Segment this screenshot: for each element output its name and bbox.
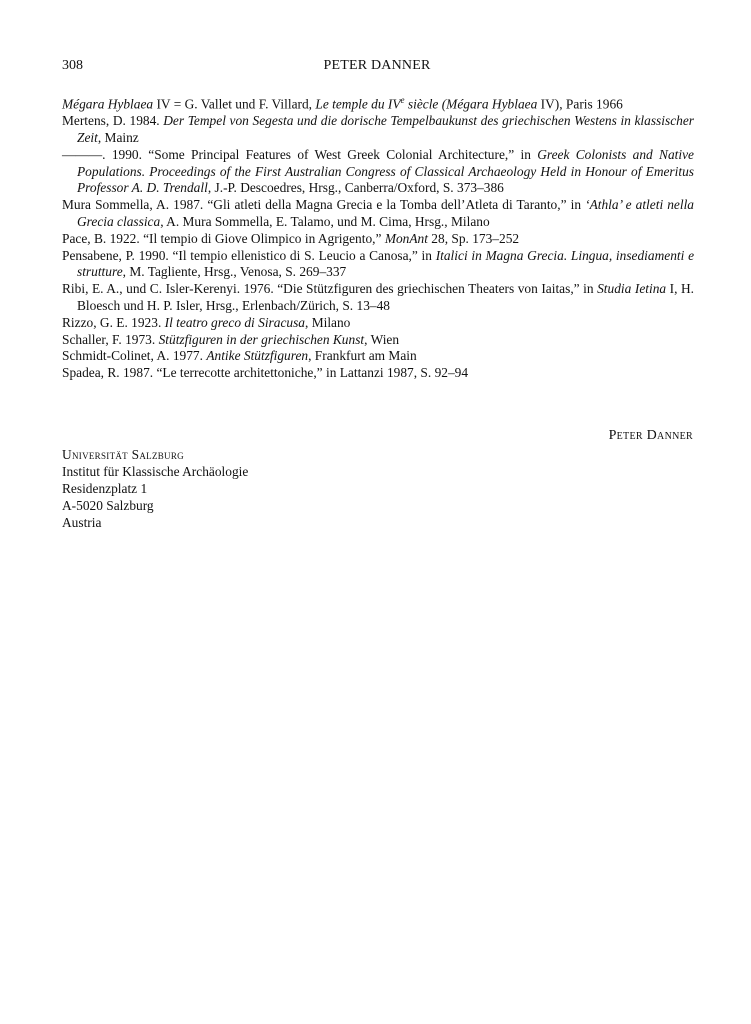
entry-text: Pensabene, P. 1990. “Il tempio ellenistico di S. Leucio a Canosa,” in bbox=[62, 247, 436, 263]
entry-text: I, H. Bloesch und H. P. Isler, Hrsg., Erlenbach/Zürich, S. 13–48 bbox=[77, 281, 694, 314]
bibliography-entry bbox=[62, 197, 694, 231]
entry-title-text: Le temple du IV bbox=[315, 96, 401, 112]
entry-title-text: Il teatro greco di Siracusa bbox=[164, 314, 305, 330]
address-line: Institut für Klassische Archäologie bbox=[62, 464, 249, 479]
entry-text: Rizzo, G. E. 1923. bbox=[62, 314, 165, 330]
author-address bbox=[62, 446, 248, 531]
bibliography-entry bbox=[62, 147, 694, 197]
entry-title-text: Mégara Hyblaea bbox=[62, 96, 154, 112]
entry-text: , J.-P. Descoedres, Hrsg., Canberra/Oxford, S. 373–386 bbox=[207, 180, 504, 196]
bibliography-entry bbox=[62, 332, 694, 349]
page-header bbox=[62, 58, 692, 78]
author-signature: Peter Danner bbox=[608, 428, 693, 443]
entry-text: Mertens, D. 1984. bbox=[62, 113, 164, 129]
bibliography-entry bbox=[62, 113, 694, 147]
entry-text: Schmidt-Colinet, A. 1977. bbox=[62, 348, 207, 364]
entry-text: , A. Mura Sommella, E. Talamo, und M. Cima, Hrsg., Milano bbox=[160, 214, 490, 230]
entry-text: Spadea, R. 1987. “Le terrecotte architettoniche,” in Lattanzi 1987, S. 92–94 bbox=[62, 365, 469, 381]
entry-text: Schaller, F. 1973. bbox=[62, 331, 159, 347]
entry-text: , Wien bbox=[364, 331, 400, 347]
entry-title-text: Studia Ietina bbox=[597, 281, 667, 297]
entry-title-text: Italici in Magna Grecia. Lingua, insediamenti e strutture bbox=[77, 247, 695, 280]
running-head: PETER DANNER bbox=[323, 58, 431, 73]
bibliography-entry bbox=[62, 231, 694, 248]
bibliography-entry bbox=[62, 92, 694, 113]
entry-title-text: Greek Colonists and Native Populations. Proceedings of the First Australian Congress of Classical Archaeology Held in Honour of Emeritus Professor A. D. Trendall bbox=[77, 146, 694, 196]
entry-text: IV), Paris 1966 bbox=[537, 96, 623, 112]
entry-title-text: siècle (Mégara Hyblaea bbox=[404, 96, 538, 112]
bibliography-entry bbox=[62, 365, 694, 382]
address-line: Residenzplatz 1 bbox=[62, 481, 148, 496]
bibliography-entry bbox=[62, 248, 694, 282]
bibliography-list bbox=[62, 92, 694, 382]
entry-text: Mura Sommella, A. 1987. “Gli atleti della Magna Grecia e la Tomba dell’Atleta di Taranto,” in bbox=[62, 197, 586, 213]
address-line: A-5020 Salzburg bbox=[62, 498, 154, 513]
entry-title-text: Antike Stützfiguren bbox=[206, 348, 309, 364]
entry-title-text: Der Tempel von Segesta und die dorische Tempelbaukunst des griechischen Westens in klassischer Zeit bbox=[77, 113, 694, 146]
entry-text: IV = G. Vallet und F. Villard, bbox=[153, 96, 316, 112]
entry-title-text: Stützfiguren in der griechischen Kunst bbox=[158, 331, 365, 347]
address-institution: Universität Salzburg bbox=[62, 447, 184, 462]
entry-text: ———. 1990. “Some Principal Features of West Greek Colonial Architecture,” in bbox=[62, 146, 538, 162]
address-line: Austria bbox=[62, 515, 102, 530]
bibliography-entry bbox=[62, 281, 694, 315]
entry-title-text: MonAnt bbox=[384, 230, 428, 246]
entry-title-text: ‘Athla’ e atleti nella Grecia classica bbox=[77, 197, 695, 230]
bibliography-entry bbox=[62, 315, 694, 332]
page-number: 308 bbox=[62, 58, 83, 73]
entry-text: 28, Sp. 173–252 bbox=[427, 230, 520, 246]
entry-text: , Milano bbox=[305, 314, 351, 330]
entry-text: , Mainz bbox=[97, 130, 139, 146]
entry-text: , Frankfurt am Main bbox=[308, 348, 417, 364]
bibliography-entry bbox=[62, 348, 694, 365]
entry-text: , M. Tagliente, Hrsg., Venosa, S. 269–337 bbox=[122, 264, 347, 280]
entry-text: Pace, B. 1922. “Il tempio di Giove Olimpico in Agrigento,” bbox=[62, 230, 385, 246]
entry-title-text: e bbox=[400, 95, 405, 105]
entry-text: Ribi, E. A., und C. Isler-Kerenyi. 1976. “Die Stützfiguren des griechischen Theaters von Iaitas,” in bbox=[62, 281, 598, 297]
